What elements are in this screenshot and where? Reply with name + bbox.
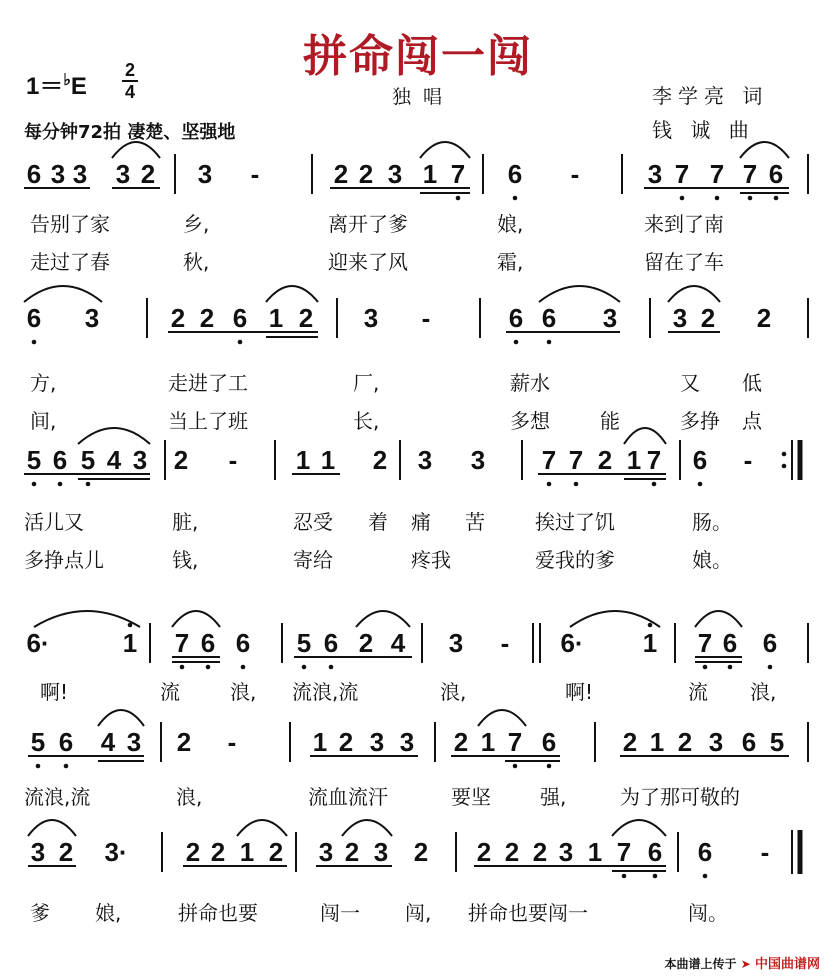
note: - [760, 837, 770, 867]
lyric-text: 拼命也要闯一 [468, 901, 588, 925]
note: 3 [369, 727, 385, 757]
lyric-text: 痛 [411, 510, 431, 534]
note: 6 [768, 159, 784, 189]
note: 1 [587, 837, 603, 867]
note: - [421, 303, 431, 333]
low-octave-dot [547, 340, 552, 345]
slur-arc [266, 286, 318, 302]
low-octave-dot [32, 340, 37, 345]
flat-symbol: ♭ [63, 72, 71, 89]
note: - [250, 159, 260, 189]
slur-arc [342, 820, 392, 836]
lyric-text: 浪, [230, 680, 257, 704]
note: 3 [672, 303, 688, 333]
note: 7 [709, 159, 725, 189]
note: 3 [647, 159, 663, 189]
note: 2 [476, 837, 492, 867]
note: 6 [541, 303, 557, 333]
lyric-text: 迎来了风 [328, 250, 408, 274]
note: 2 [170, 303, 186, 333]
slur-arc [612, 820, 666, 836]
lyric-text: 长, [353, 409, 380, 433]
tempo-marking: 每分钟72拍 凄楚、坚强地 [24, 122, 236, 143]
low-octave-dot [86, 482, 91, 487]
slur-arc [668, 286, 720, 302]
lyric-text: 多想 [510, 409, 550, 433]
note: 4 [100, 727, 116, 757]
low-octave-dot [238, 340, 243, 345]
note: - [500, 628, 510, 658]
note: 7 [541, 445, 557, 475]
low-octave-dot [622, 874, 627, 879]
note: 3 [318, 837, 334, 867]
low-octave-dot [241, 665, 246, 670]
site-logo-icon: ➤ [740, 957, 751, 971]
note: 4 [390, 628, 406, 658]
note: 6 [697, 837, 713, 867]
lyric-text: 娘。 [692, 548, 732, 572]
slur-arc [172, 611, 220, 627]
lyric-text: 爱我的爹 [535, 548, 615, 572]
lyric-text: 拼命也要 [178, 901, 258, 925]
slur-arc [78, 428, 150, 444]
note: 7 [646, 445, 662, 475]
lyric-text: 厂, [353, 371, 380, 395]
note: 1 [122, 628, 138, 658]
low-octave-dot [652, 482, 657, 487]
lyric-text: 走过了春 [30, 250, 110, 274]
note: 7 [450, 159, 466, 189]
lyric-text: 间, [30, 409, 57, 433]
note: 3 [602, 303, 618, 333]
time-signature-bottom: 4 [124, 82, 135, 102]
note: 2 [700, 303, 716, 333]
note: 2 [597, 445, 613, 475]
note: 3 [470, 445, 486, 475]
lyric-text: 娘, [95, 901, 122, 925]
slur-arc [478, 710, 526, 726]
note: 3 [197, 159, 213, 189]
lyric-text: 流浪,流 [292, 680, 359, 704]
note: 7 [616, 837, 632, 867]
note: 6 [722, 628, 738, 658]
lyric-text: 流浪,流 [24, 785, 91, 809]
note: 5 [296, 628, 312, 658]
note: 3 [84, 303, 100, 333]
slur-arc [34, 611, 140, 627]
note: 6 [647, 837, 663, 867]
slur-arc [24, 286, 102, 302]
note: 1 [649, 727, 665, 757]
note: 1 [295, 445, 311, 475]
lyric-text: 薪水 [510, 371, 550, 395]
note: 2 [185, 837, 201, 867]
note: 2 [140, 159, 156, 189]
slur-arc [356, 611, 410, 627]
lyric-text: 忍受 [293, 510, 333, 534]
low-octave-dot [698, 482, 703, 487]
note: 6 [235, 628, 251, 658]
note: 2 [338, 727, 354, 757]
low-octave-dot [302, 665, 307, 670]
lyric-text: 肠。 [692, 510, 732, 534]
note: 2 [199, 303, 215, 333]
note: 6 [507, 159, 523, 189]
note: 1 [480, 727, 496, 757]
low-octave-dot [513, 764, 518, 769]
lyric-text: 流 [688, 680, 708, 704]
slur-arc [98, 710, 144, 726]
note: 1 [268, 303, 284, 333]
slur-arc [695, 611, 742, 627]
note: 3 [399, 727, 415, 757]
low-octave-dot [514, 340, 519, 345]
note: 7 [568, 445, 584, 475]
lyric-text: 当上了班 [168, 409, 248, 433]
slur-arc [740, 142, 789, 158]
note: 6 [692, 445, 708, 475]
slur-arc [112, 142, 160, 158]
lyric-text: 留在了车 [644, 250, 724, 274]
note: 2 [358, 628, 374, 658]
lyric-text: 寄给 [293, 548, 333, 572]
lyric-text: 又 [680, 371, 700, 395]
note: 3 [373, 837, 389, 867]
key-letter: E [70, 73, 87, 100]
note: 2 [622, 727, 638, 757]
low-octave-dot [36, 764, 41, 769]
note: 3 [72, 159, 88, 189]
lyric-text: 强, [540, 785, 567, 809]
note: 6· [560, 628, 584, 658]
low-octave-dot [680, 196, 685, 201]
low-octave-dot [206, 665, 211, 670]
note: 1 [239, 837, 255, 867]
note: 2 [756, 303, 772, 333]
slur-arc [237, 820, 287, 836]
note: 2 [210, 837, 226, 867]
lyric-text: 着 [368, 510, 388, 534]
note: 1 [312, 727, 328, 757]
lyric-text: 疼我 [411, 548, 451, 572]
low-octave-dot [653, 874, 658, 879]
lyric-text: 来到了南 [644, 212, 724, 236]
lyric-text: 浪, [176, 785, 203, 809]
note: 5 [80, 445, 96, 475]
lyric-text: 浪, [440, 680, 467, 704]
note: 6 [741, 727, 757, 757]
note: - [570, 159, 580, 189]
note: 6 [26, 159, 42, 189]
note: 7 [507, 727, 523, 757]
note: 7 [674, 159, 690, 189]
note: 3 [448, 628, 464, 658]
lyric-text: 活儿又 [24, 510, 84, 534]
low-octave-dot [180, 665, 185, 670]
lyric-text: 秋, [183, 250, 210, 274]
note: 6· [26, 628, 50, 658]
note: 6 [52, 445, 68, 475]
low-octave-dot [58, 482, 63, 487]
low-octave-dot [513, 196, 518, 201]
lyric-text: 爹 [30, 901, 50, 925]
note: 6 [762, 628, 778, 658]
low-octave-dot [703, 665, 708, 670]
note: 3 [132, 445, 148, 475]
note: 7 [697, 628, 713, 658]
lyric-text: 挨过了饥 [535, 510, 615, 534]
note: 3 [558, 837, 574, 867]
note: 2 [333, 159, 349, 189]
note: 6 [541, 727, 557, 757]
lyric-text: 点 [742, 409, 762, 433]
lyric-text: 多挣点儿 [24, 548, 104, 572]
low-octave-dot [547, 764, 552, 769]
low-octave-dot [768, 665, 773, 670]
note: 3 [50, 159, 66, 189]
note: 3· [104, 837, 128, 867]
note: 1 [642, 628, 658, 658]
note: 2 [453, 727, 469, 757]
lyric-text: 苦 [465, 510, 485, 534]
slur-arc [28, 820, 76, 836]
note: - [743, 445, 753, 475]
note: 2 [176, 727, 192, 757]
lyric-text: 闯。 [688, 901, 728, 925]
note: 5 [769, 727, 785, 757]
performance-type: 独唱 [392, 86, 455, 108]
note: 7 [174, 628, 190, 658]
key-prefix: 1＝ [26, 73, 64, 100]
note: 2 [677, 727, 693, 757]
lyric-text: 能 [600, 409, 620, 433]
low-octave-dot [748, 196, 753, 201]
note: 2 [413, 837, 429, 867]
note: 6 [200, 628, 216, 658]
lyric-text: 脏, [172, 510, 199, 534]
lyric-text: 低 [742, 371, 762, 395]
low-octave-dot [64, 764, 69, 769]
low-octave-dot [715, 196, 720, 201]
lyric-text: 啊! [565, 680, 594, 704]
low-octave-dot [547, 482, 552, 487]
note: 6 [26, 303, 42, 333]
lyric-text: 霜, [497, 250, 524, 274]
note: 3 [115, 159, 131, 189]
time-signature-top: 2 [124, 60, 135, 80]
note: 3 [126, 727, 142, 757]
note: 7 [742, 159, 758, 189]
note: 6 [232, 303, 248, 333]
note: 3 [708, 727, 724, 757]
note: 6 [323, 628, 339, 658]
lyric-text: 浪, [750, 680, 777, 704]
low-octave-dot [32, 482, 37, 487]
note: 2 [344, 837, 360, 867]
lyric-text: 啊! [40, 680, 69, 704]
composer-credit: 钱 诚 曲 [652, 118, 755, 142]
lyric-text: 流 [160, 680, 180, 704]
slur-arc [624, 428, 666, 444]
note: - [227, 727, 237, 757]
note: 4 [106, 445, 122, 475]
repeat-dot [782, 452, 787, 457]
slur-arc [539, 286, 620, 302]
lyric-text: 娘, [497, 212, 524, 236]
lyric-text: 乡, [183, 212, 210, 236]
low-octave-dot [574, 482, 579, 487]
note: 2 [58, 837, 74, 867]
note: 2 [504, 837, 520, 867]
low-octave-dot [728, 665, 733, 670]
note: 3 [30, 837, 46, 867]
note: 2 [532, 837, 548, 867]
note: 2 [298, 303, 314, 333]
note: 3 [417, 445, 433, 475]
lyric-text: 走进了工 [168, 371, 248, 395]
note: 1 [320, 445, 336, 475]
note: 3 [363, 303, 379, 333]
lyric-text: 多挣 [680, 409, 720, 433]
song-title: 拼命闯一闯 [303, 31, 533, 82]
low-octave-dot [456, 196, 461, 201]
low-octave-dot [703, 874, 708, 879]
low-octave-dot [329, 665, 334, 670]
note: 1 [422, 159, 438, 189]
note: 2 [173, 445, 189, 475]
note: 2 [268, 837, 284, 867]
note: 1 [626, 445, 642, 475]
lyric-text: 为了那可敬的 [620, 785, 740, 809]
lyric-text: 方, [30, 371, 57, 395]
footer-text: 本曲谱上传于 [664, 957, 737, 971]
note: 2 [372, 445, 388, 475]
high-octave-dot [648, 623, 653, 628]
lyric-text: 流血流汗 [308, 785, 388, 809]
slur-arc [570, 611, 660, 627]
lyric-text: 告别了家 [30, 212, 110, 236]
lyric-text: 闯一 [320, 901, 360, 925]
note: 2 [358, 159, 374, 189]
footer [665, 953, 820, 972]
low-octave-dot [774, 196, 779, 201]
footer-brand: 中国曲谱网 [754, 957, 820, 972]
lyric-text: 钱, [172, 548, 199, 572]
lyricist-credit: 李学亮 词 [652, 84, 769, 108]
note: 6 [508, 303, 524, 333]
note: 5 [30, 727, 46, 757]
lyric-text: 闯, [405, 901, 432, 925]
slur-arc [420, 142, 470, 158]
lyric-text: 要坚 [451, 785, 491, 809]
note: 6 [58, 727, 74, 757]
note: - [228, 445, 238, 475]
lyric-text: 离开了爹 [328, 212, 408, 236]
note: 5 [26, 445, 42, 475]
repeat-dot [782, 464, 787, 469]
note: 3 [387, 159, 403, 189]
